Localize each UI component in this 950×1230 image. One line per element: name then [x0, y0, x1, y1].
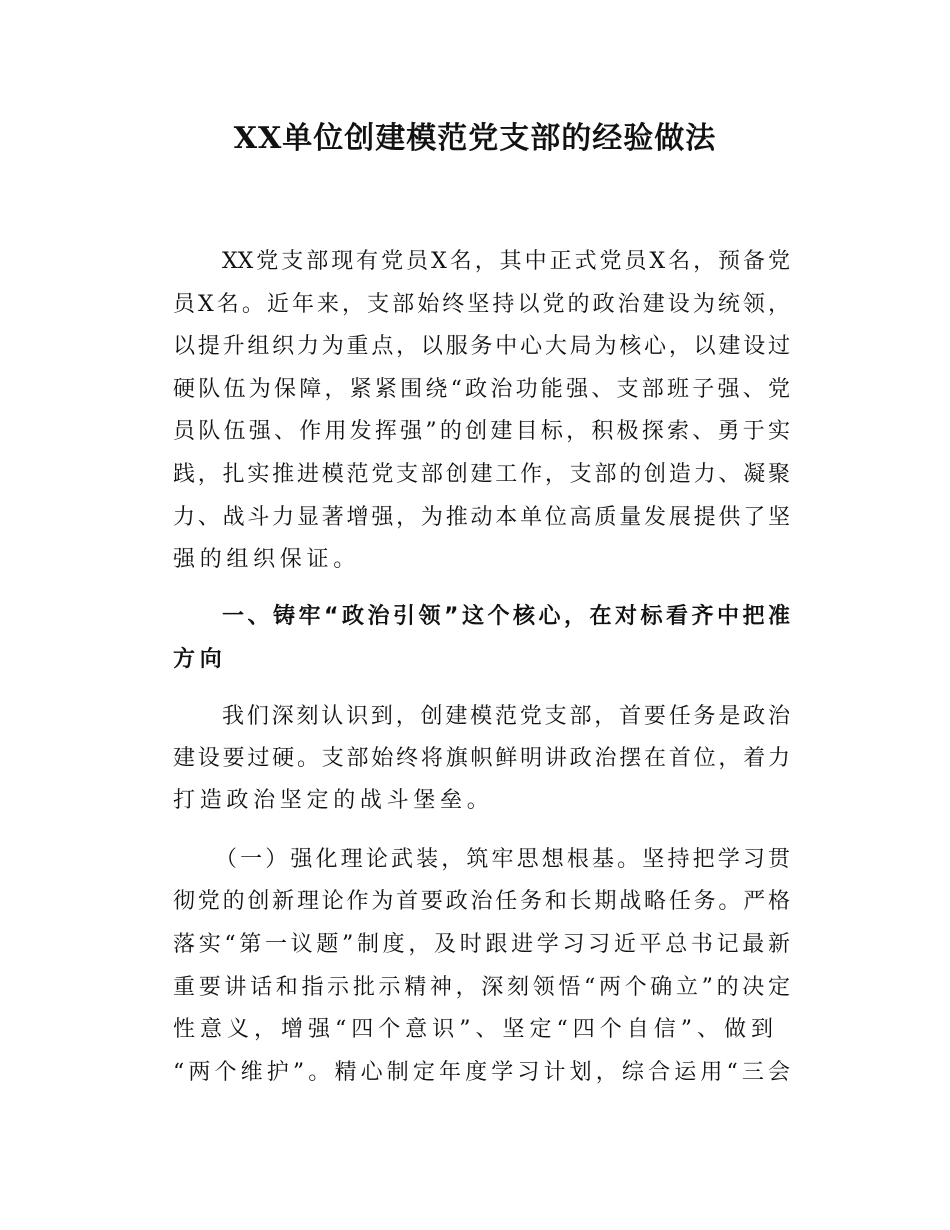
text-line: 以提升组织力为重点，以服务中心大局为核心，以建设过	[173, 334, 790, 359]
text-line: XX党支部现有党员X名，其中正式党员X名，预备党	[222, 249, 790, 274]
text-line: 员队伍强、作用发挥强”的创建目标，积极探索、勇于实	[173, 419, 790, 444]
text-line: 彻党的创新理论作为首要政治任务和长期战略任务。严格	[173, 889, 790, 914]
text-line: 打造政治坚定的战斗堡垒。	[173, 788, 494, 813]
text-line: 我们深刻认识到，创建模范党支部，首要任务是政治	[222, 704, 790, 729]
text-line: 力、战斗力显著增强，为推动本单位高质量发展提供了坚	[173, 505, 790, 530]
text-line: “两个维护”。精心制定年度学习计划，综合运用“三会	[173, 1060, 790, 1085]
text-line: 重要讲话和指示批示精神，深刻领悟“两个确立”的决定	[173, 975, 790, 1000]
text-line: 性意义，增强“四个意识”、坚定“四个自信”、做到	[173, 1017, 773, 1042]
text-line: （一）强化理论武装，筑牢思想根基。坚持把学习贯	[215, 847, 790, 872]
text-line: 强的组织保证。	[173, 547, 360, 572]
heading-line: 方向	[173, 647, 227, 672]
heading-line: 一、铸牢“政治引领”这个核心，在对标看齐中把准	[222, 604, 790, 629]
text-line: 硬队伍为保障，紧紧围绕“政治功能强、支部班子强、党	[173, 377, 790, 402]
text-line: 员X名。近年来，支部始终坚持以党的政治建设为统领，	[173, 292, 790, 317]
text-line: 践，扎实推进模范党支部创建工作，支部的创造力、凝聚	[173, 462, 790, 487]
document-title: XX单位创建模范党支部的经验做法	[233, 121, 717, 156]
text-line: 落实“第一议题”制度，及时跟进学习习近平总书记最新	[173, 932, 790, 957]
text-line: 建设要过硬。支部始终将旗帜鲜明讲政治摆在首位，着力	[173, 746, 790, 771]
